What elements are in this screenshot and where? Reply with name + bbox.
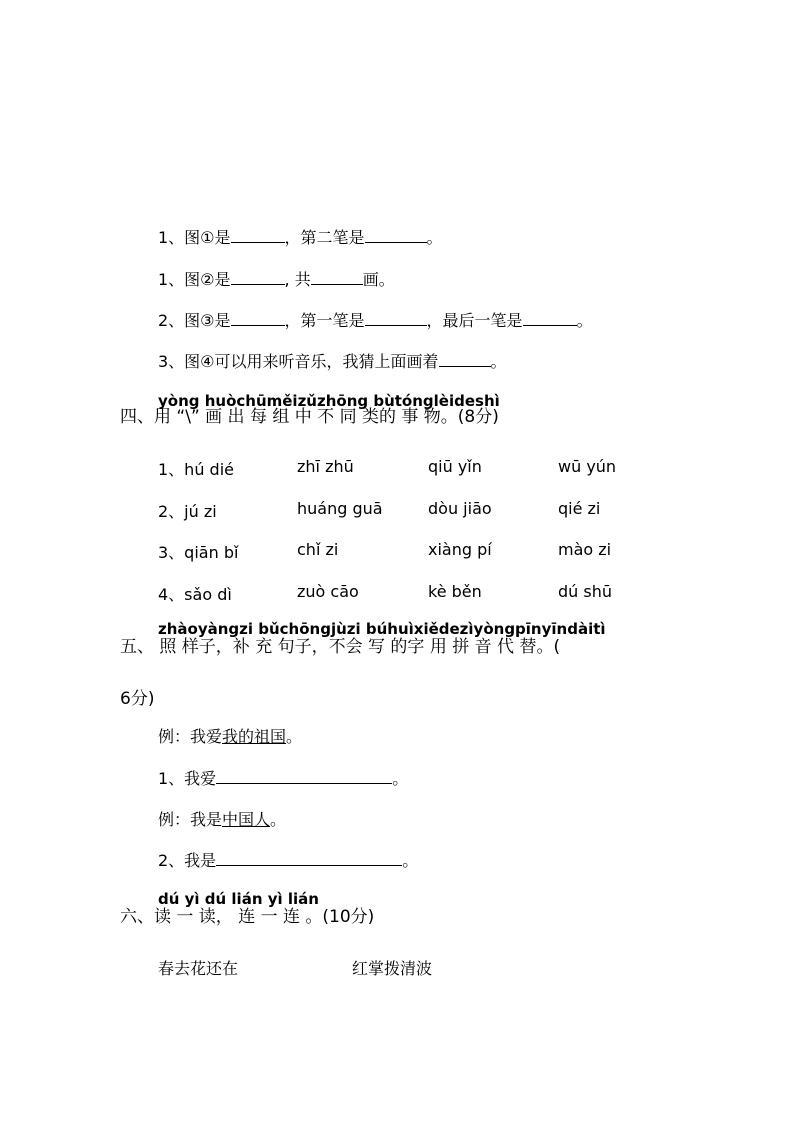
s5-example-1-label: 例：我爱 [158,727,223,746]
s5-question-2-label: 2、我是 [158,851,217,870]
section-5-pinyin: zhàoyàngzi bǔchōngjùzi búhuìxiědezìyòngpīnyīndàitì [158,620,606,638]
s6-left-item-1[interactable]: 春去花还在 [158,959,239,978]
s3-item-3-prefix: 2、图③是 [158,311,231,330]
s3-item-4 [158,352,507,372]
s4-row-2-opt-1[interactable]: 2、jú zi [158,502,217,521]
s5-question-1 [158,769,408,789]
answer-blank[interactable] [311,270,363,285]
s3-item-1 [158,228,443,248]
s4-row-3-opt-2[interactable]: chǐ zi [297,540,339,559]
s3-item-1-end: 。 [426,228,443,247]
s4-row-1-opt-1[interactable]: 1、hú dié [158,460,234,479]
section-6-title: 六、读 一 读， 连 一 连 。(10分) [120,907,375,927]
s5-example-2-label: 例：我是 [158,810,223,829]
s3-item-2-prefix: 1、图②是 [158,270,231,289]
answer-blank[interactable] [231,270,285,285]
s4-row-4-opt-2[interactable]: zuò cāo [297,582,359,601]
s4-row-3-opt-3[interactable]: xiàng pí [428,540,492,559]
section-6-pinyin: dú yì dú lián yì lián [158,890,319,908]
s6-right-item-1[interactable]: 红掌拨清波 [352,959,433,978]
section-4-pinyin: yòng huòchūměizǔzhōng bùtónglèideshì [158,392,500,410]
s5-example-2-end: 。 [270,810,287,829]
answer-blank[interactable] [231,311,285,326]
s3-item-3 [158,311,593,331]
s4-row-1-opt-4[interactable]: wū yún [558,457,617,476]
section-5-title-cont: 6分) [120,689,155,709]
s3-item-2 [158,270,395,290]
s3-item-2-mid: , 共 [284,270,311,289]
answer-blank[interactable] [365,228,427,243]
s5-question-2 [158,851,418,871]
answer-blank[interactable] [365,311,427,326]
section-4-title: 四、用 “\” 画 出 每 组 中 不 同 类的 事 物。(8分) [120,407,499,427]
s5-example-1-underlined: 我的祖国 [222,727,287,746]
answer-blank[interactable] [216,851,402,866]
s4-row-3-opt-4[interactable]: mào zi [558,540,612,559]
answer-blank[interactable] [439,352,491,367]
s5-example-2 [158,810,286,830]
s4-row-4-opt-4[interactable]: dú shū [558,582,612,601]
s3-item-3-mid2: ，最后一笔是 [426,311,523,330]
answer-blank[interactable] [231,228,285,243]
answer-blank[interactable] [523,311,577,326]
s4-row-2-opt-3[interactable]: dòu jiāo [428,499,492,518]
s4-row-1-opt-3[interactable]: qiū yǐn [428,457,482,476]
s4-row-4-opt-3[interactable]: kè běn [428,582,482,601]
s3-item-1-prefix: 1、图①是 [158,228,231,247]
s5-example-1 [158,727,302,747]
s3-item-2-end: 画。 [362,270,395,289]
s4-row-2-opt-2[interactable]: huáng guā [297,499,383,518]
section-5-title: 五、 照 样子，补 充 句子，不会 写 的字 用 拼 音 代 替。( [120,637,561,657]
answer-blank[interactable] [216,769,392,784]
s4-row-3-opt-1[interactable]: 3、qiān bǐ [158,543,239,562]
s5-example-1-end: 。 [286,727,303,746]
s5-question-2-end: 。 [402,851,419,870]
s3-item-3-end: 。 [576,311,593,330]
s5-example-2-underlined: 中国人 [222,810,271,829]
s4-row-2-opt-4[interactable]: qié zi [558,499,601,518]
s5-question-1-label: 1、我爱 [158,769,217,788]
s3-item-4-end: 。 [490,352,507,371]
s3-item-4-prefix: 3、图④可以用来听音乐，我猜上面画着 [158,352,439,371]
s5-question-1-end: 。 [392,769,409,788]
s3-item-1-mid: ，第二笔是 [284,228,365,247]
s4-row-1-opt-2[interactable]: zhī zhū [297,457,354,476]
s4-row-4-opt-1[interactable]: 4、sǎo dì [158,585,232,604]
s3-item-3-mid: ，第一笔是 [284,311,365,330]
